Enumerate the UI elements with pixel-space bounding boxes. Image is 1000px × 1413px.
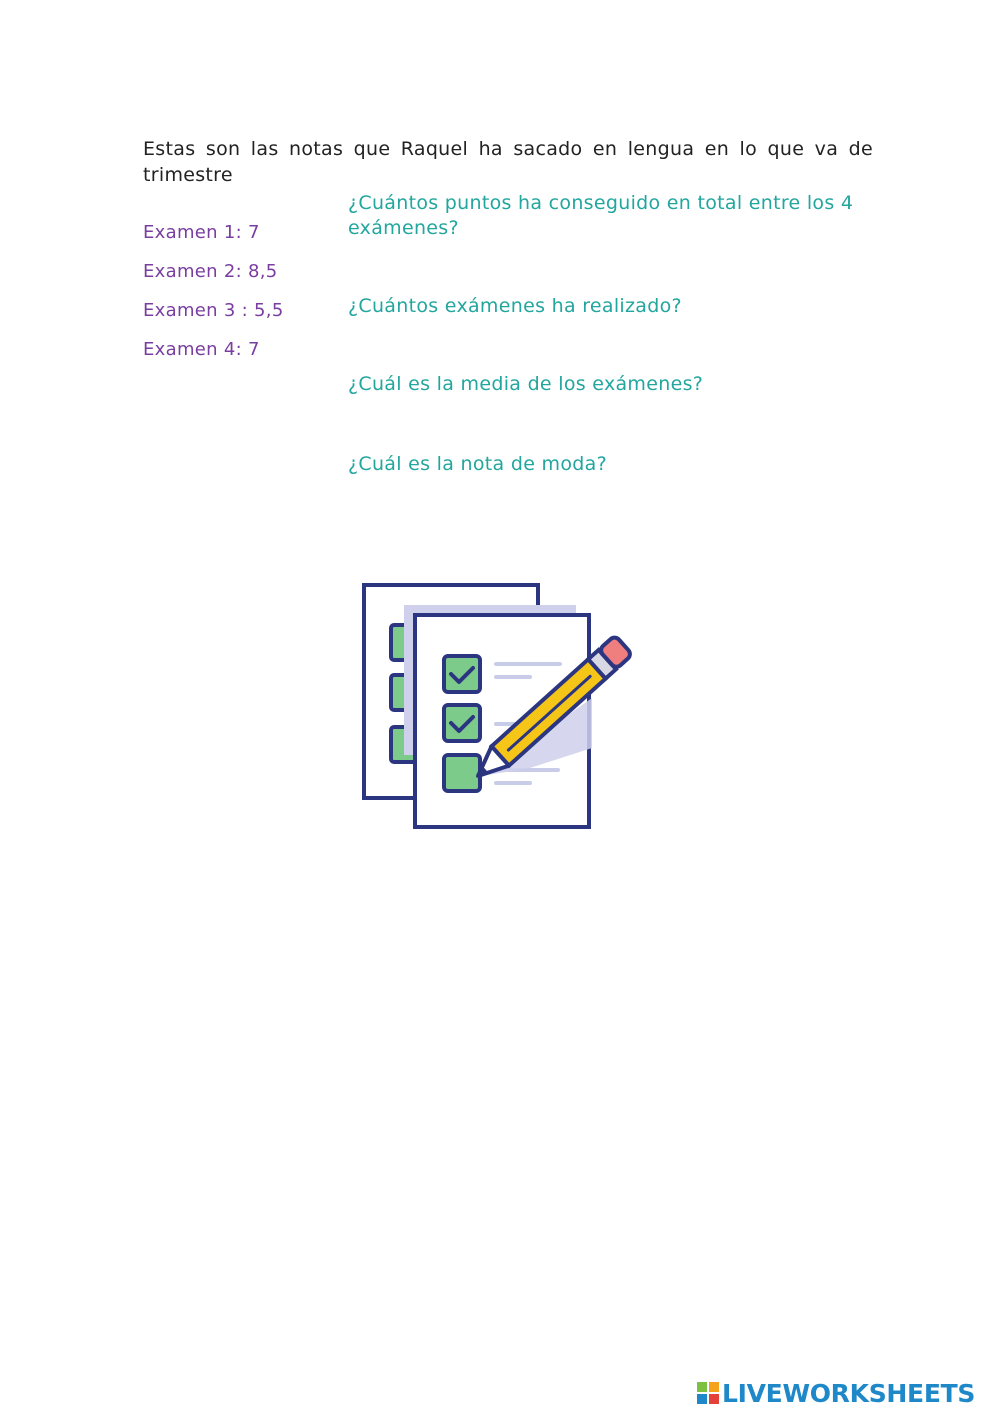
question-mode: ¿Cuál es la nota de moda?	[348, 453, 607, 475]
liveworksheets-logo-icon	[697, 1382, 719, 1404]
checklist-pencil-illustration	[360, 580, 645, 835]
exam-score-1: Examen 1: 7	[143, 222, 260, 243]
exam-score-4: Examen 4: 7	[143, 339, 260, 360]
exam-score-3: Examen 3 : 5,5	[143, 300, 284, 321]
intro-text: Estas son las notas que Raquel ha sacado en lengua en lo que va de trimestre	[143, 138, 873, 186]
checkbox-3	[444, 755, 480, 791]
logo-wordmark: LIVEWORKSHEETS	[722, 1378, 976, 1408]
exam-score-2: Examen 2: 8,5	[143, 261, 278, 282]
question-exam-count: ¿Cuántos exámenes ha realizado?	[348, 295, 682, 317]
liveworksheets-logo[interactable]	[697, 1378, 995, 1408]
question-average: ¿Cuál es la media de los exámenes?	[348, 373, 704, 395]
question-total-points: ¿Cuántos puntos ha conseguido en total entre los 4 exámenes?	[348, 192, 854, 239]
